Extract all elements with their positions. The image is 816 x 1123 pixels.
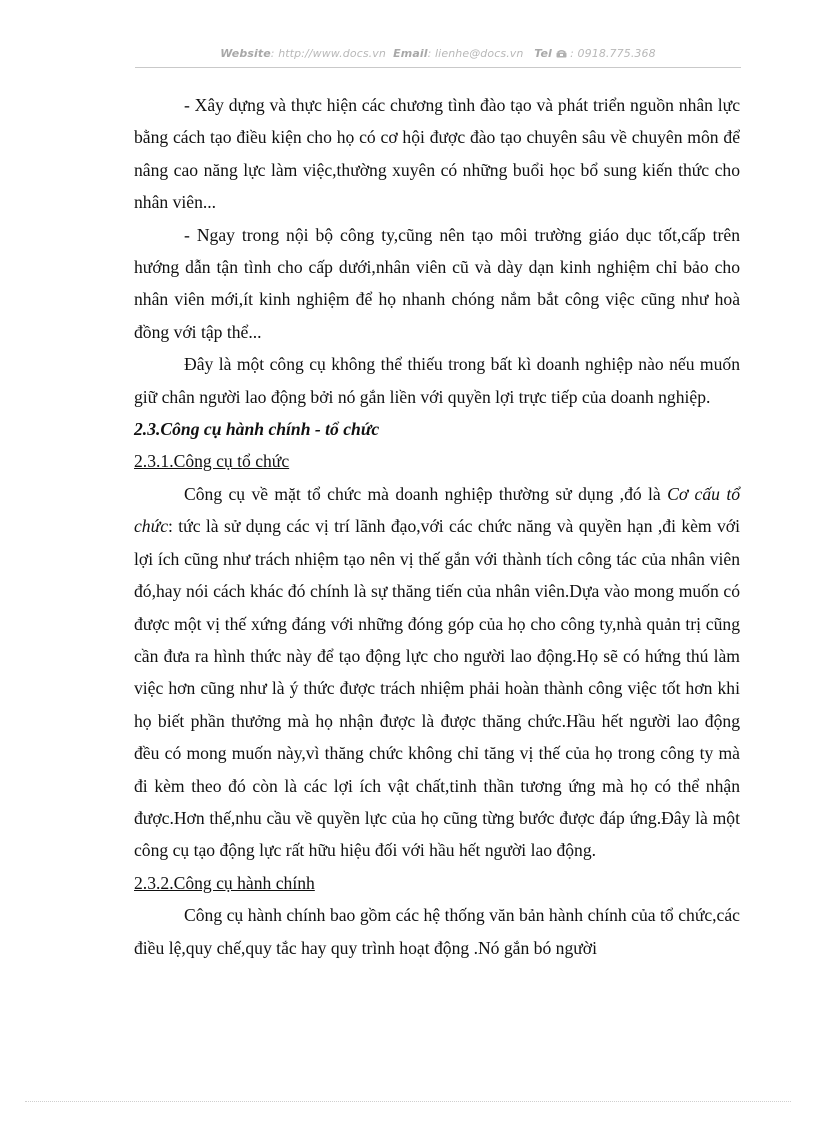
footer-rule [25,1101,791,1102]
paragraph-4-rest: : tức là sử dụng các vị trí lãnh đạo,với các chức năng và quyền hạn ,đi kèm với lợi ích cũng như trách nhiệm tạo nên vị thế gắn với thành tích công tác của nhân viên đó,hay nói cách khác đó chính là sự thăng tiến của nhân viên.Dựa vào mong muốn có được một vị thế xứng đáng với những đóng góp của họ cho công ty,nhà quản trị cũng cần đưa ra hình thức này để tạo động lực cho người lao động.Họ sẽ có hứng thú làm việc hơn cũng như là ý thức được trách nhiệm phải hoàn thành công việc tốt hơn khi họ biết phần thưởng mà họ nhận được là được thăng chức.Hầu hết người lao động đều có mong muốn này,vì thăng chức không chỉ tăng vị thế của họ trong công ty mà đi kèm theo đó còn là các lợi ích vật chất,tinh thần tương ứng mà họ có thể nhận được.Hơn thế,nhu cầu về quyền lực của họ cũng từng bước được đáp ứng.Đây là một công cụ tạo động lực rất hữu hiệu đối với hầu hết người lao động. [134,516,740,861]
header-rule [135,67,741,68]
paragraph-5: Công cụ hành chính bao gồm các hệ thống văn bản hành chính của tổ chức,các điều lệ,quy chế,quy tắc hay quy trình hoạt động .Nó gắn bó người [134,905,740,958]
heading-2-3: 2.3.Công cụ hành chính - tổ chức [134,419,380,440]
heading-2-3-2: 2.3.2.Công cụ hành chính [134,872,315,893]
paragraph-4 [134,478,740,867]
heading-2-3-1: 2.3.1.Công cụ tổ chức [134,451,290,472]
tel-value: : 0918.775.368 [570,47,656,60]
website-value: : http://www.docs.vn [270,47,386,60]
paragraph-1: - Xây dựng và thực hiện các chương tình đào tạo và phát triển nguồn nhân lực bằng cách tạo điều kiện cho họ có cơ hội được đào tạo chuyên sâu về chuyên môn để nâng cao năng lực làm việc,thường xuyên có những buổi học bổ sung kiến thức cho nhân viên... [134,95,740,213]
website-label: Website [220,47,271,60]
paragraph-4-start: Công cụ về mặt tổ chức mà doanh nghiệp thường sử dụng ,đó là [184,483,668,504]
tel-label: Tel [534,47,552,60]
page-header [135,47,741,60]
paragraph-4-italic-term: Cơ cấu tổ chức [134,483,740,537]
paragraph-2: - Ngay trong nội bộ công ty,cũng nên tạo môi trường giáo dục tốt,cấp trên hướng dẫn tận tình cho cấp dưới,nhân viên cũ và dày dạn kinh nghiệm chỉ bảo cho nhân viên mới,ít kinh nghiệm để họ nhanh chóng nắm bắt công việc cũng như hoà đồng với tập thể... [134,224,740,342]
main-content [134,89,740,964]
phone-icon [556,47,571,60]
paragraph-3: Đây là một công cụ không thể thiếu trong bất kì doanh nghiệp nào nếu muốn giữ chân người lao động bởi nó gắn liền với quyền lợi trực tiếp của doanh nghiệp. [134,354,740,407]
email-label: Email [393,47,428,60]
email-value: : lienhe@docs.vn [427,47,524,60]
